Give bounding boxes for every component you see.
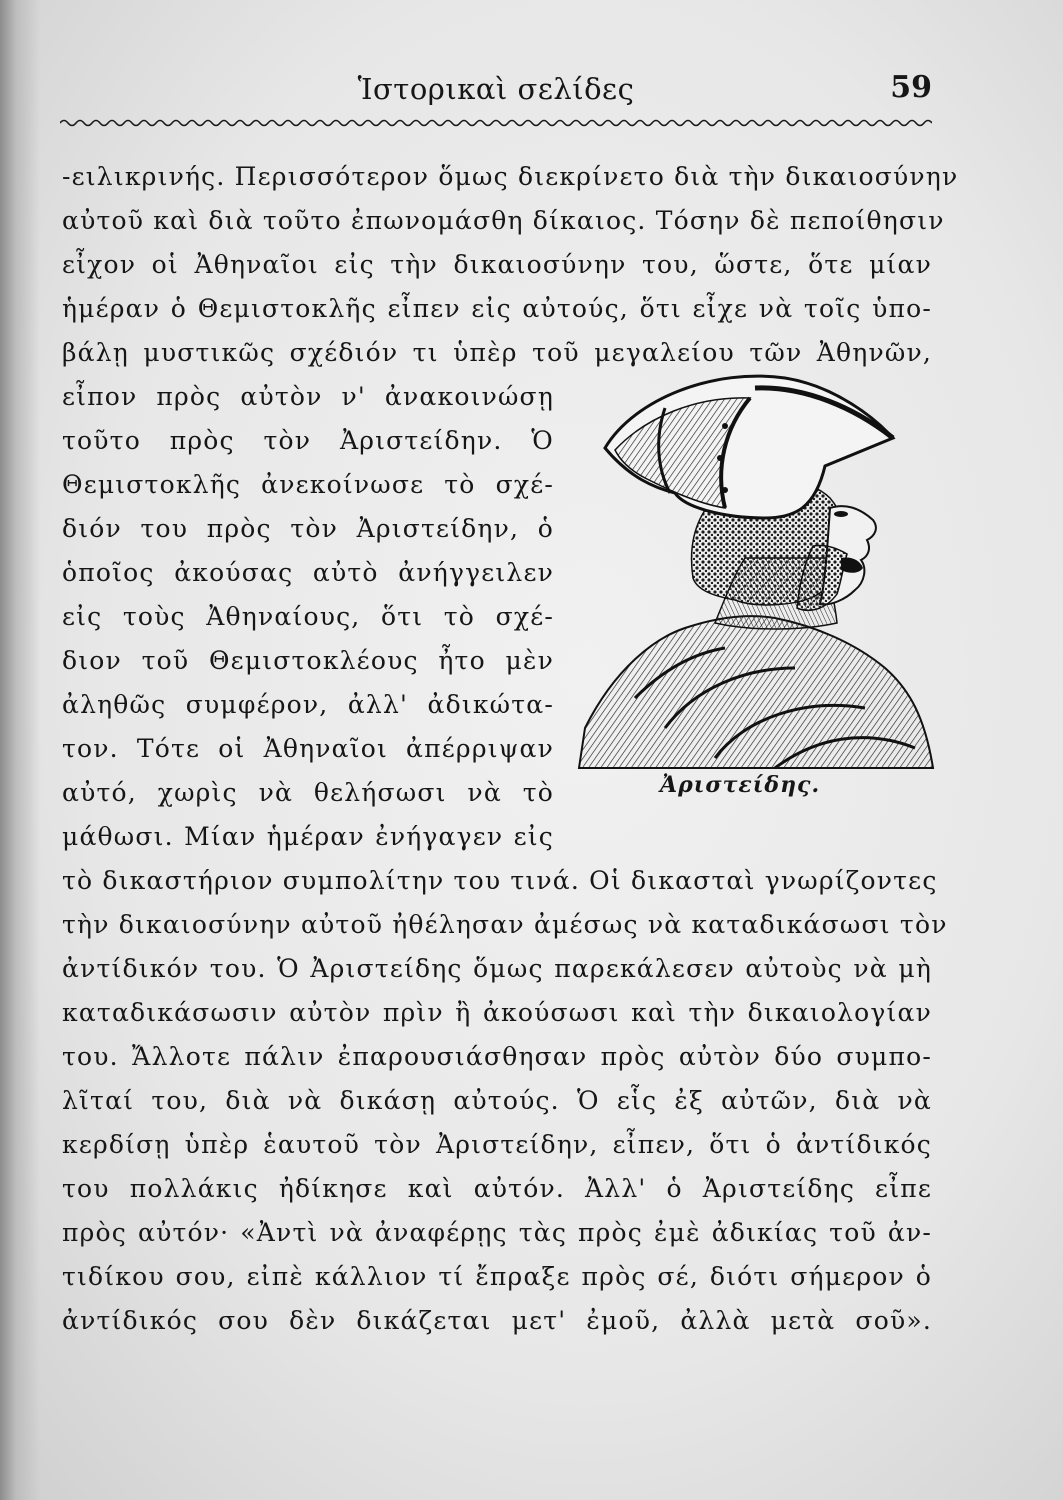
text-line: διον τοῦ Θεμιστοκλέους ἦτο μὲν <box>62 646 554 675</box>
text-line: -ειλικρινής. Περισσότερον ὅμως διεκρίνετο διὰ τὴν δικαιοσύνην <box>62 162 959 191</box>
text-line: καταδικάσωσιν αὐτὸν πρὶν ἢ ἀκούσωσι καὶ τὴν δικαιολογίαν <box>62 998 932 1027</box>
text-line: λῖταί του, διὰ νὰ δικάσῃ αὐτούς. Ὁ εἷς ἐξ αὐτῶν, διὰ νὰ <box>62 1086 932 1115</box>
figure-caption: Ἀριστείδης. <box>660 772 821 798</box>
text-line: ἀληθῶς συμφέρον, ἀλλ' ἀδικώτα- <box>62 690 554 719</box>
text-line: εἶπον πρὸς αὐτὸν ν' ἀνακοινώσῃ <box>62 382 554 411</box>
text-line: αὐτοῦ καὶ διὰ τοῦτο ἐπωνομάσθη δίκαιος. Τόσην δὲ πεποίθησιν <box>62 206 945 235</box>
text-line: εἶχον οἱ Ἀθηναῖοι εἰς τὴν δικαιοσύνην του, ὥστε, ὅτε μίαν <box>62 250 932 279</box>
running-title: Ἱστορικαὶ σελίδες <box>357 72 635 106</box>
text-line: ἀντίδικόν του. Ὁ Ἀριστείδης ὅμως παρεκάλεσεν αὐτοὺς νὰ μὴ <box>62 954 932 983</box>
text-line: ὁποῖος ἀκούσας αὐτὸ ἀνήγγειλεν <box>62 558 554 587</box>
text-line: μάθωσι. Μίαν ἡμέραν ἐνήγαγεν εἰς <box>62 822 554 851</box>
text-line: εἰς τοὺς Ἀθηναίους, ὅτι τὸ σχέ- <box>62 602 554 631</box>
text-line: του. Ἄλλοτε πάλιν ἐπαρουσιάσθησαν πρὸς αὐτὸν δύο συμπο- <box>62 1042 932 1071</box>
page-number: 59 <box>890 70 932 105</box>
text-line: τον. Τότε οἱ Ἀθηναῖοι ἀπέρριψαν <box>62 734 554 763</box>
text-line: βάλῃ μυστικῶς σχέδιόν τι ὑπὲρ τοῦ μεγαλείου τῶν Ἀθηνῶν, <box>62 338 932 367</box>
text-line: ἀντίδικός σου δὲν δικάζεται μετ' ἐμοῦ, ἀλλὰ μετὰ σοῦ». <box>62 1306 932 1335</box>
aristides-portrait-engraving <box>575 368 937 778</box>
text-line: του πολλάκις ἠδίκησε καὶ αὐτόν. Ἀλλ' ὁ Ἀριστείδης εἶπε <box>62 1174 932 1203</box>
wavy-header-rule <box>60 116 932 130</box>
text-line: αὐτό, χωρὶς νὰ θελήσωσι νὰ τὸ <box>62 778 554 807</box>
text-line: τοῦτο πρὸς τὸν Ἀριστείδην. Ὁ <box>62 426 554 455</box>
page-header <box>60 68 932 112</box>
binding-shadow <box>0 0 40 1500</box>
text-line: κερδίσῃ ὑπὲρ ἑαυτοῦ τὸν Ἀριστείδην, εἶπεν, ὅτι ὁ ἀντίδικός <box>62 1130 932 1159</box>
text-line: πρὸς αὐτόν· «Ἀντὶ νὰ ἀναφέρῃς τὰς πρὸς ἐμὲ ἀδικίας τοῦ ἀν- <box>62 1218 932 1247</box>
text-line: τὸ δικαστήριον συμπολίτην του τινά. Οἱ δικασταὶ γνωρίζοντες <box>62 866 938 895</box>
text-line: τὴν δικαιοσύνην αὐτοῦ ἠθέλησαν ἀμέσως νὰ καταδικάσωσι τὸν <box>62 910 948 939</box>
text-line: τιδίκου σου, εἰπὲ κάλλιον τί ἔπραξε πρὸς σέ, διότι σήμερον ὁ <box>62 1262 932 1291</box>
text-line: Θεμιστοκλῆς ἀνεκοίνωσε τὸ σχέ- <box>62 470 554 499</box>
text-line: διόν του πρὸς τὸν Ἀριστείδην, ὁ <box>62 514 554 543</box>
text-line: ἡμέραν ὁ Θεμιστοκλῆς εἶπεν εἰς αὐτούς, ὅτι εἶχε νὰ τοῖς ὑπο- <box>62 294 932 323</box>
